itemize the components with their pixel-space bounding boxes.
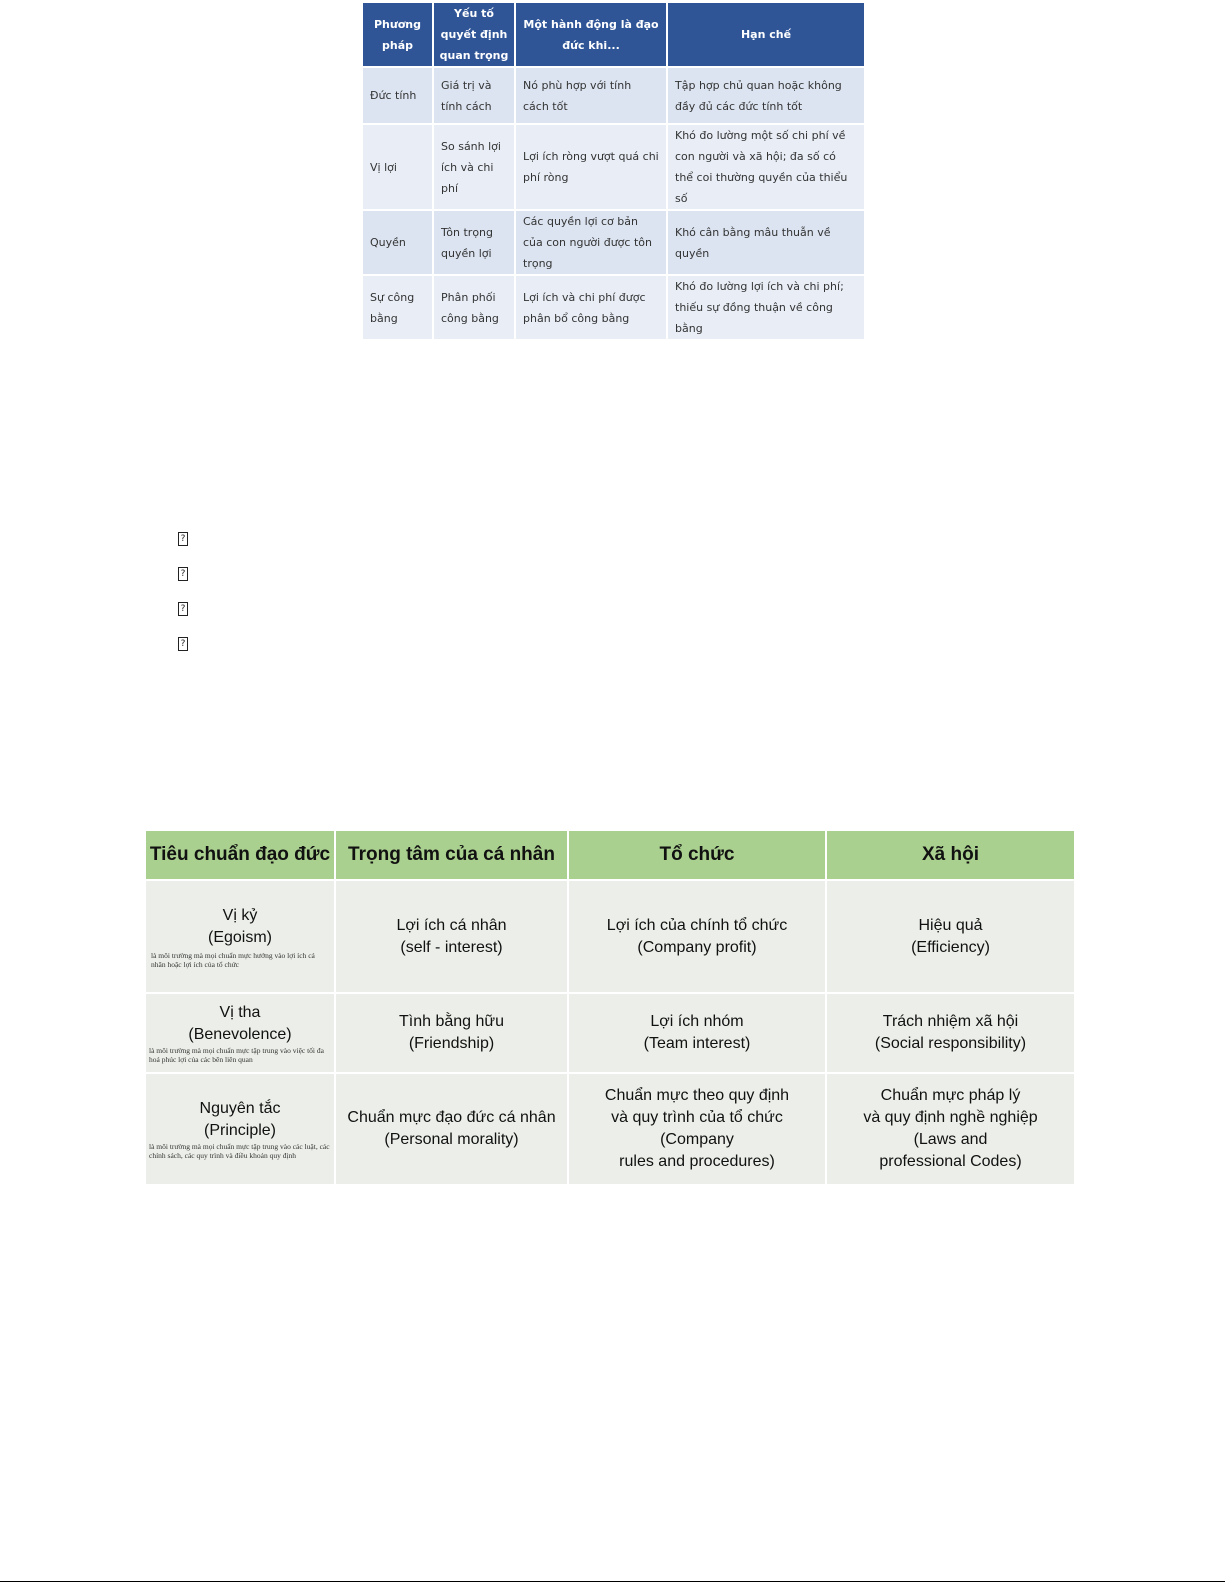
standard-cell: [146, 993, 335, 1073]
cell-text: Lợi ích nhóm (Team interest): [643, 1013, 751, 1052]
table-cell: [335, 1073, 568, 1185]
table-cell: Tập hợp chủ quan hoặc không đầy đủ các đức tính tốt: [667, 67, 865, 124]
table-cell: Vị lợi: [363, 124, 433, 210]
standard-cell: [146, 880, 335, 993]
table-row: [146, 880, 1075, 993]
standard-note: là môi trường mà mọi chuẩn mực tập trung vào việc tối đa hoá phúc lợi của các bên liên quan: [149, 1046, 324, 1064]
header-organization: Tổ chức: [568, 831, 826, 880]
header-method: Phương pháp: [363, 3, 433, 67]
table-cell: Các quyền lợi cơ bản của con người được tôn trọng: [515, 210, 667, 275]
header-ethical-standard: Tiêu chuẩn đạo đức: [146, 831, 335, 880]
standard-name: Nguyên tắc (Principle): [199, 1100, 281, 1139]
header-limitation: Hạn chế: [667, 3, 865, 67]
cell-text: Chuẩn mực theo quy định và quy trình của tổ chức (Company rules and procedures): [604, 1087, 790, 1170]
table-cell: So sánh lợi ích và chi phí: [433, 124, 515, 210]
cell-text: Lợi ích cá nhân (self - interest): [396, 916, 507, 956]
table-cell: [826, 1073, 1075, 1185]
cell-text: Hiệu quả (Efficiency): [911, 916, 990, 956]
header-individual-focus: Trọng tâm của cá nhân: [335, 831, 568, 880]
table-cell: Phân phối công bằng: [433, 275, 515, 340]
standard-name: Vị kỷ (Egoism): [207, 906, 272, 946]
cell-text: Trách nhiệm xã hội (Social responsibility): [874, 1013, 1027, 1052]
header-society: Xã hội: [826, 831, 1075, 880]
table-cell: Nó phù hợp với tính cách tốt: [515, 67, 667, 124]
table-cell: Khó đo lường lợi ích và chi phí; thiếu sự đồng thuận về công bằng: [667, 275, 865, 340]
table-cell: Khó đo lường một số chi phí về con người và xã hội; đa số có thể coi thường quyền của thiểu số: [667, 124, 865, 210]
standard-note: là môi trường mà mọi chuẩn mực hướng vào lợi ích cá nhân hoặc lợi ích của tổ chức: [151, 950, 315, 969]
table-cell: Tôn trọng quyền lợi: [433, 210, 515, 275]
table-header-row: [146, 831, 1075, 880]
table-row: [363, 210, 865, 275]
cell-text: Chuẩn mực đạo đức cá nhân (Personal morality): [347, 1109, 556, 1148]
header-key-factor: Yếu tố quyết định quan trọng: [433, 3, 515, 67]
table-cell: [568, 1073, 826, 1185]
cell-text: Tình bằng hữu (Friendship): [398, 1013, 504, 1052]
page-bottom-rule: [0, 1581, 1225, 1582]
table-cell: [335, 880, 568, 993]
table-cell: Giá trị và tính cách: [433, 67, 515, 124]
table-row: [363, 124, 865, 210]
standard-note: là môi trường mà mọi chuẩn mực tập trung vào các luật, các chính sách, các quy trình và điều khoản quy định: [149, 1142, 330, 1160]
header-ethical-when: Một hành động là đạo đức khi...: [515, 3, 667, 67]
table-cell: [826, 880, 1075, 993]
cell-text: Chuẩn mực pháp lý và quy định nghề nghiệp (Laws and professional Codes): [863, 1087, 1038, 1170]
table-row: [146, 993, 1075, 1073]
table-cell: [568, 880, 826, 993]
table-cell: Quyền: [363, 210, 433, 275]
table-cell: [335, 993, 568, 1073]
table-row: [363, 275, 865, 340]
cell-text: Lợi ích của chính tổ chức (Company profit): [606, 916, 788, 956]
table-cell: Đức tính: [363, 67, 433, 124]
table-cell: Lợi ích ròng vượt quá chi phí ròng: [515, 124, 667, 210]
ethics-methods-table: [363, 3, 866, 341]
table-cell: [568, 993, 826, 1073]
table-cell: [826, 993, 1075, 1073]
table-row: [146, 1073, 1075, 1185]
table-header-row: [363, 3, 865, 67]
missing-glyph-bullet: ?: [178, 532, 188, 546]
table-row: [363, 67, 865, 124]
table-cell: Sự công bằng: [363, 275, 433, 340]
missing-glyph-bullet: ?: [178, 637, 188, 651]
ethical-standards-table: [146, 831, 1076, 1186]
standard-name: Vị tha (Benevolence): [188, 1004, 292, 1043]
table-cell: Lợi ích và chi phí được phân bổ công bằng: [515, 275, 667, 340]
standard-cell: [146, 1073, 335, 1185]
missing-glyph-bullet: ?: [178, 602, 188, 616]
missing-glyph-bullet: ?: [178, 567, 188, 581]
table-cell: Khó cân bằng mâu thuẫn về quyền: [667, 210, 865, 275]
